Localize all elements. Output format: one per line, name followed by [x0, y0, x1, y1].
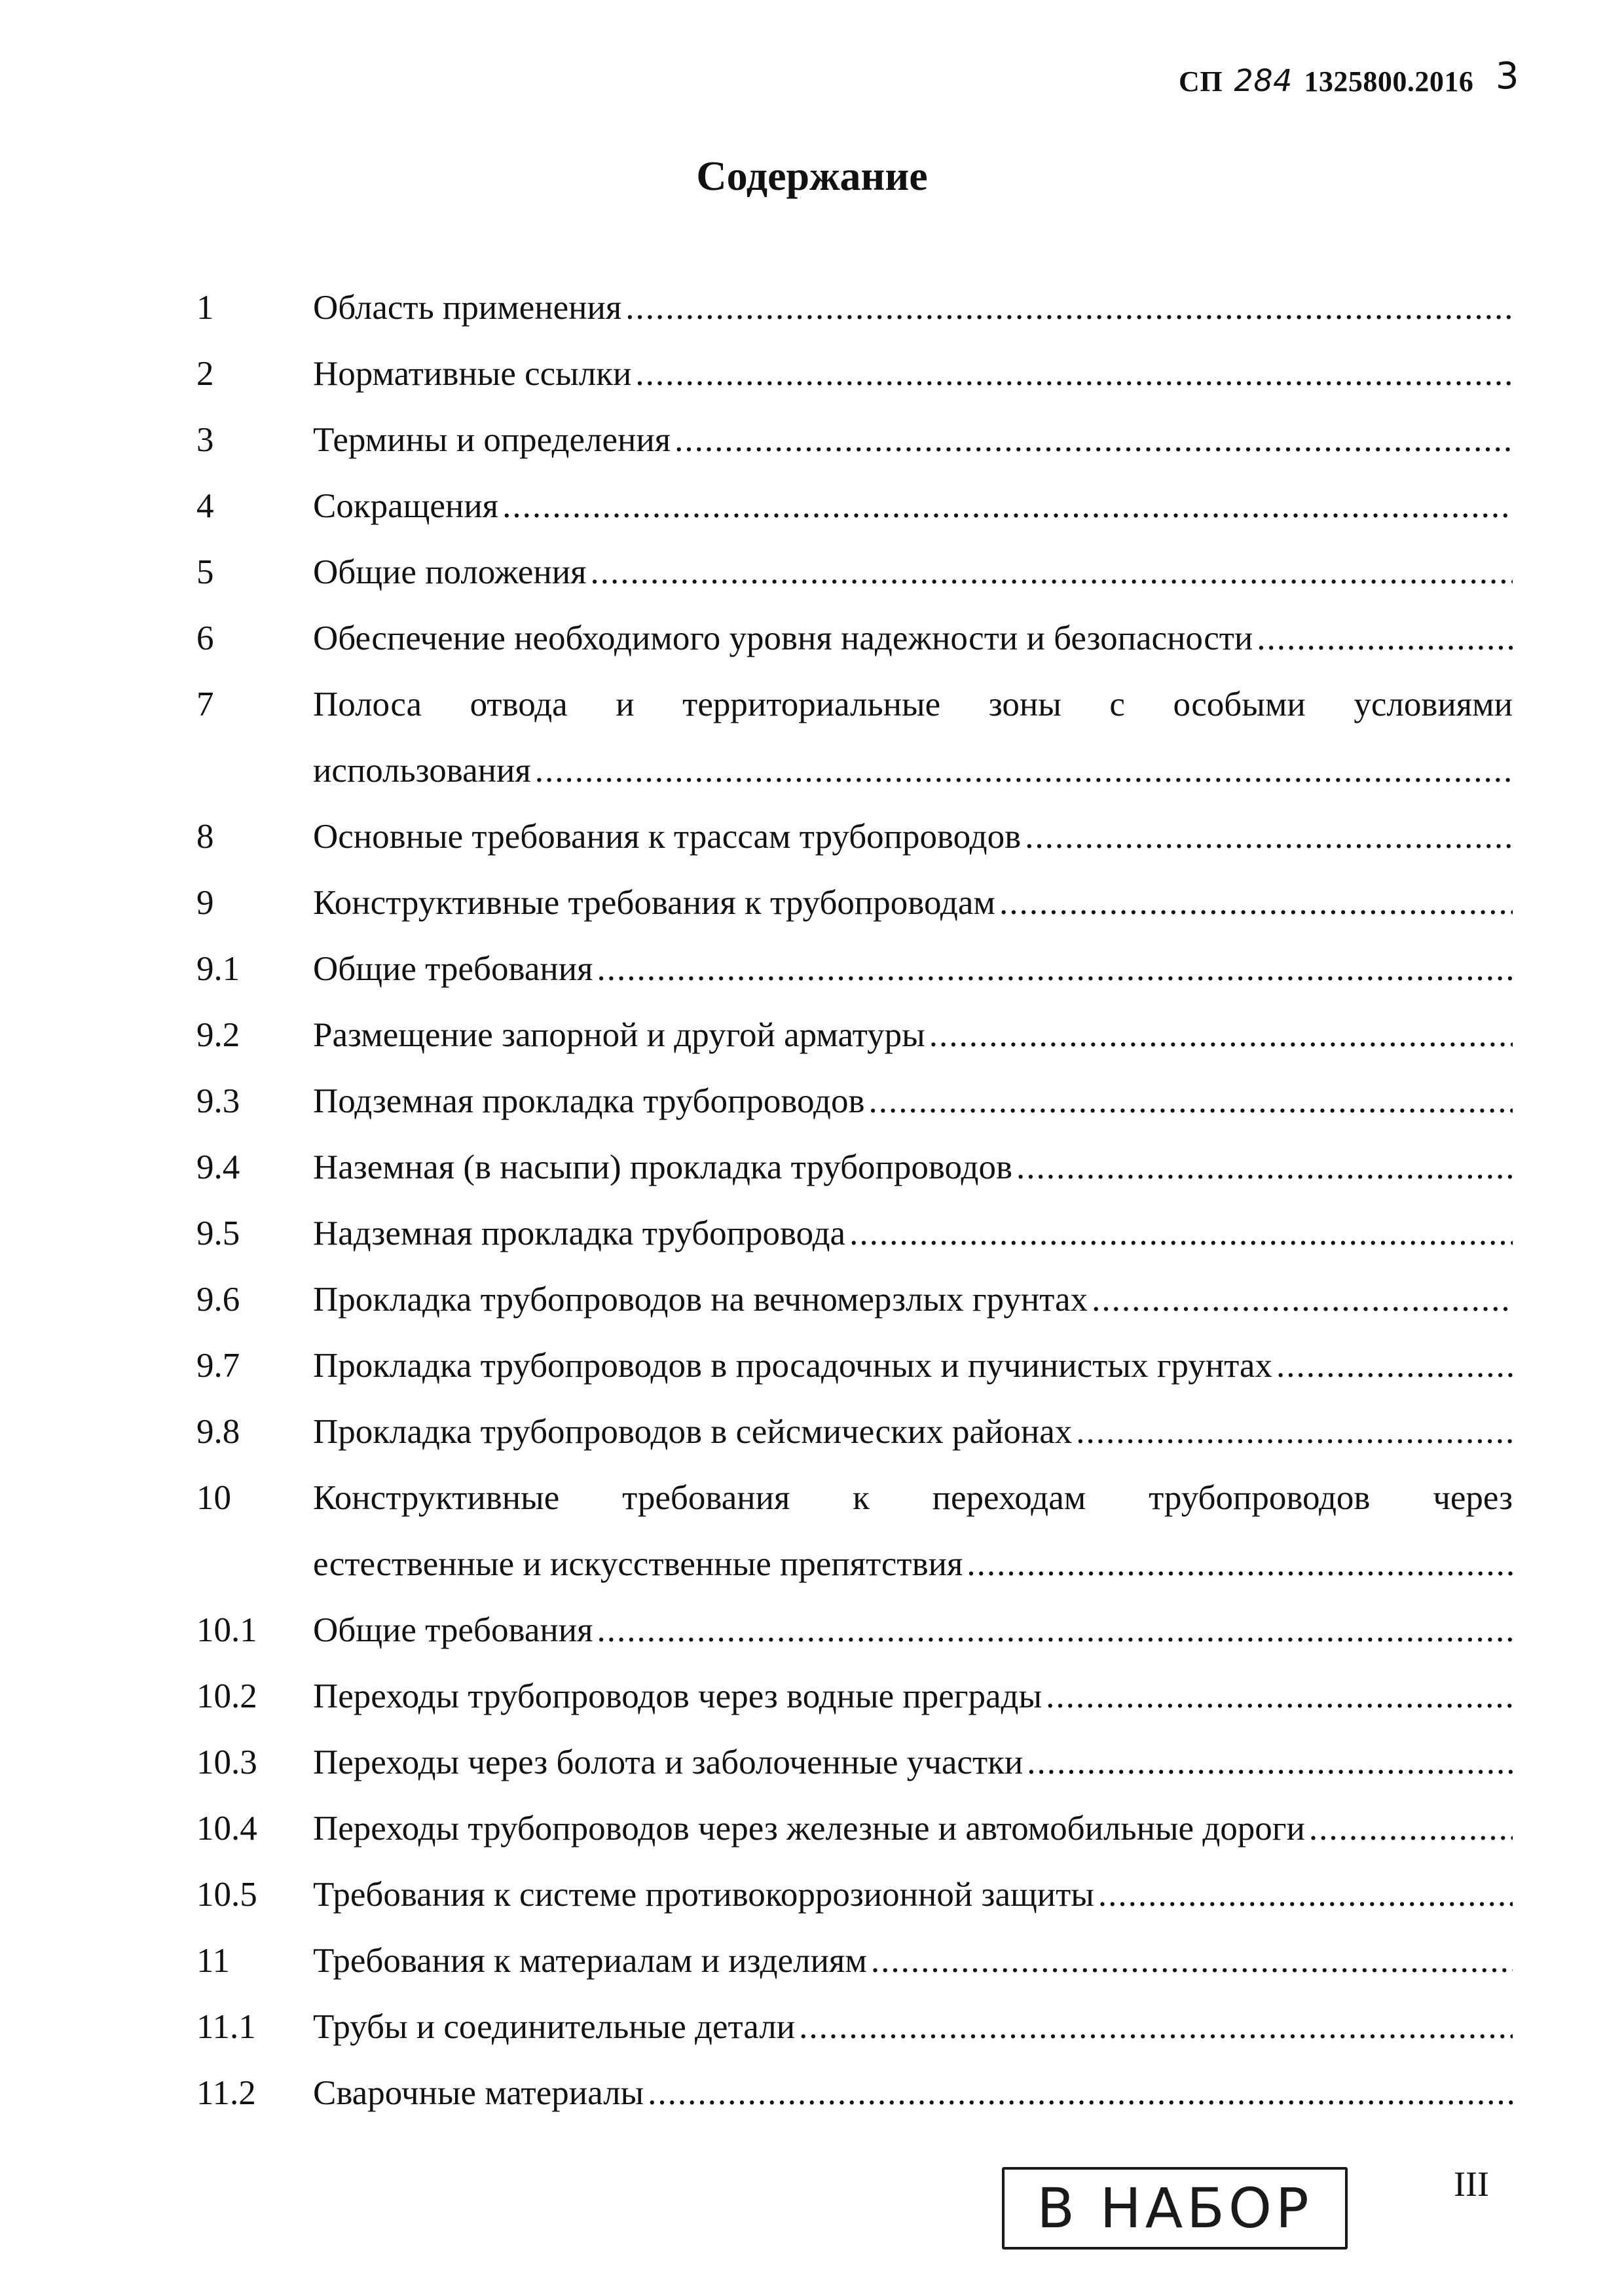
toc-number: 9.5: [196, 1214, 240, 1252]
toc-number: 9.8: [196, 1413, 240, 1451]
toc-entry[interactable]: [196, 1135, 1513, 1201]
toc-entry[interactable]: [196, 1068, 1513, 1135]
handwritten-number: 284: [1234, 63, 1293, 98]
toc-number: 9: [196, 884, 214, 922]
toc-number: 10.4: [196, 1810, 257, 1848]
toc-leader: [999, 870, 1513, 936]
toc-entry[interactable]: [196, 407, 1513, 473]
toc-title: Нормативные ссылки: [313, 355, 632, 393]
toc-title: Трубы и соединительные детали: [313, 2008, 796, 2046]
toc-title-line2: естественные и искусственные препятствия: [313, 1545, 963, 1583]
toc-entry[interactable]: [196, 539, 1513, 606]
toc-number: 9.6: [196, 1281, 240, 1319]
toc-title: Переходы через болота и заболоченные участки: [313, 1743, 1024, 1781]
toc-number: 10.1: [196, 1611, 257, 1649]
toc-entry[interactable]: [196, 672, 1513, 804]
toc-entry[interactable]: [196, 2060, 1513, 2126]
toc-leader: [1076, 1399, 1513, 1465]
toc-number: 9.1: [196, 950, 240, 988]
toc-number: 10.3: [196, 1743, 257, 1781]
toc-entry[interactable]: [196, 870, 1513, 936]
toc-number: 3: [196, 421, 214, 459]
toc-leader: [502, 473, 1513, 539]
toc-leader: [597, 1597, 1513, 1664]
toc-entry[interactable]: [196, 1267, 1513, 1333]
code-prefix: СП: [1179, 65, 1223, 98]
toc-entry[interactable]: [196, 1399, 1513, 1465]
toc-title-line1: Конструктивные требования к переходам трубопроводов через: [313, 1479, 1513, 1517]
toc-number: 6: [196, 619, 214, 657]
toc-leader: [1276, 1333, 1513, 1399]
toc-number: 10.5: [196, 1876, 257, 1914]
toc-title: Размещение запорной и другой арматуры: [313, 1016, 925, 1054]
toc-title: Прокладка трубопроводов в сейсмических районах: [313, 1413, 1073, 1451]
toc-number: 8: [196, 818, 214, 856]
toc-leader: [674, 407, 1513, 473]
toc-leader: [635, 341, 1513, 407]
toc-leader: [871, 1928, 1513, 1994]
toc-title: Наземная (в насыпи) прокладка трубопроводов: [313, 1148, 1013, 1186]
toc-title: Общие положения: [313, 553, 587, 591]
toc-number: 9.2: [196, 1016, 240, 1054]
toc-title: Конструктивные требования к трубопроводам: [313, 884, 995, 922]
toc-number: 11: [196, 1942, 231, 1980]
toc-entry[interactable]: [196, 1597, 1513, 1664]
toc-entry[interactable]: [196, 1730, 1513, 1796]
toc-entry[interactable]: [196, 1465, 1513, 1597]
toc-number: 1: [196, 289, 214, 327]
toc-title: Область применения: [313, 289, 622, 327]
toc-leader: [1027, 1730, 1513, 1796]
toc-title: Общие требования: [313, 1611, 593, 1649]
toc-leader: [799, 1994, 1513, 2060]
toc-entry[interactable]: [196, 1928, 1513, 1994]
toc-number: 10: [196, 1479, 231, 1517]
toc-title: Сокращения: [313, 487, 499, 525]
toc-leader: [535, 738, 1513, 804]
toc-entry[interactable]: [196, 1664, 1513, 1730]
toc-number: 9.7: [196, 1347, 240, 1385]
toc-entry[interactable]: [196, 606, 1513, 672]
table-of-contents: [196, 275, 1513, 2126]
toc-entry[interactable]: [196, 275, 1513, 341]
toc-entry[interactable]: [196, 1333, 1513, 1399]
toc-number: 9.3: [196, 1082, 240, 1120]
toc-entry[interactable]: [196, 936, 1513, 1002]
toc-title-line1: Полоса отвода и территориальные зоны с особыми условиями: [313, 685, 1513, 723]
toc-number: 2: [196, 355, 214, 393]
toc-leader: [648, 2060, 1513, 2126]
toc-entry[interactable]: [196, 1201, 1513, 1267]
toc-title: Требования к системе противокоррозионной защиты: [313, 1876, 1094, 1914]
toc-leader: [597, 936, 1513, 1002]
toc-number: 10.2: [196, 1677, 257, 1715]
toc-number: 4: [196, 487, 214, 525]
toc-title: Прокладка трубопроводов в просадочных и пучинистых грунтах: [313, 1347, 1272, 1385]
toc-title: Подземная прокладка трубопроводов: [313, 1082, 865, 1120]
stamp: В НАБОР: [1002, 2167, 1348, 2250]
page-number: III: [1454, 2164, 1489, 2204]
toc-entry[interactable]: [196, 1994, 1513, 2060]
toc-number: 5: [196, 553, 214, 591]
toc-title: Обеспечение необходимого уровня надежности и безопасности: [313, 619, 1253, 657]
toc-title: Общие требования: [313, 950, 593, 988]
toc-entry[interactable]: [196, 473, 1513, 539]
toc-number: 7: [196, 685, 214, 723]
toc-leader: [869, 1068, 1513, 1135]
toc-leader: [849, 1201, 1513, 1267]
page-title: Содержание: [696, 153, 928, 199]
toc-title: Основные требования к трассам трубопроводов: [313, 818, 1022, 856]
handwritten-page: 3: [1495, 55, 1519, 98]
toc-title: Переходы трубопроводов через железные и автомобильные дороги: [313, 1810, 1305, 1848]
toc-entry[interactable]: [196, 1796, 1513, 1862]
toc-entry[interactable]: [196, 1002, 1513, 1068]
toc-title: Надземная прокладка трубопровода: [313, 1214, 846, 1252]
document-code: [1179, 55, 1519, 100]
toc-leader: [967, 1531, 1513, 1597]
toc-number: 11.1: [196, 2008, 256, 2046]
toc-leader: [1309, 1796, 1513, 1862]
toc-entry[interactable]: [196, 1862, 1513, 1928]
code-number: 1325800.2016: [1304, 65, 1474, 98]
toc-leader: [625, 275, 1513, 341]
toc-title: Сварочные материалы: [313, 2074, 644, 2112]
toc-leader: [1098, 1862, 1513, 1928]
toc-title-line2: использования: [313, 752, 531, 790]
toc-title: Требования к материалам и изделиям: [313, 1942, 867, 1980]
toc-entry[interactable]: [196, 341, 1513, 407]
toc-title: Переходы трубопроводов через водные преграды: [313, 1677, 1043, 1715]
toc-number: 9.4: [196, 1148, 240, 1186]
toc-leader: [1046, 1664, 1513, 1730]
toc-leader: [1092, 1267, 1513, 1333]
toc-number: 11.2: [196, 2074, 256, 2112]
toc-leader: [929, 1002, 1513, 1068]
toc-title: Термины и определения: [313, 421, 671, 459]
toc-leader: [1257, 606, 1513, 672]
toc-title: Прокладка трубопроводов на вечномерзлых грунтах: [313, 1281, 1088, 1319]
toc-entry[interactable]: [196, 804, 1513, 870]
toc-leader: [1025, 804, 1513, 870]
toc-leader: [1016, 1135, 1513, 1201]
toc-leader: [591, 539, 1513, 606]
